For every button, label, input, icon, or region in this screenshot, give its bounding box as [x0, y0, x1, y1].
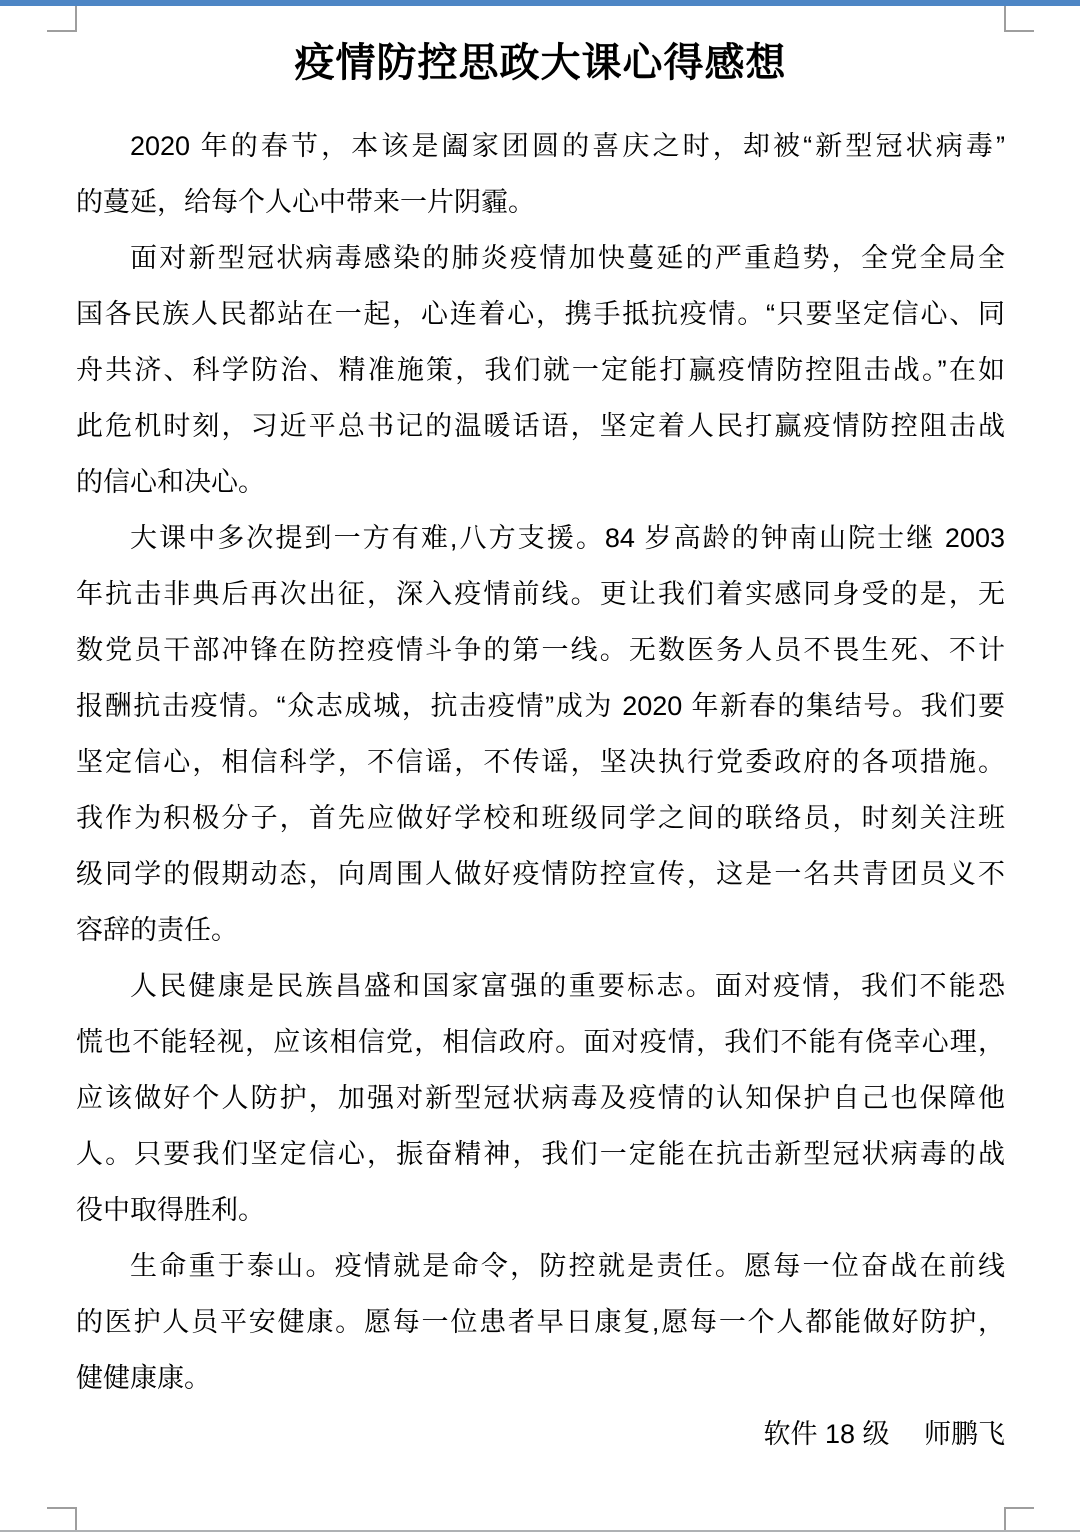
paragraph-line: 的信心和决心。: [76, 467, 265, 497]
signature-line: 软件 18 级 师鹏飞: [763, 1419, 1005, 1449]
paragraph-line: 人民健康是民族昌盛和国家富强的重要标志。面对疫情，我们不能恐: [130, 971, 1005, 1001]
paragraph-line: 此危机时刻，习近平总书记的温暖话语，坚定着人民打赢疫情防控阻击战: [76, 411, 1005, 441]
paragraph-line: 报酬抗击疫情。“众志成城，抗击疫情”成为 2020 年新春的集结号。我们要: [76, 691, 1005, 721]
paragraph-line: 舟共济、科学防治、精准施策，我们就一定能打赢疫情防控阻击战。”在如: [76, 355, 1005, 385]
paragraph-line: 容辞的责任。: [76, 915, 238, 945]
paragraph-line: 面对新型冠状病毒感染的肺炎疫情加快蔓延的严重趋势，全党全局全: [130, 243, 1005, 273]
paragraph-line: 应该做好个人防护，加强对新型冠状病毒及疫情的认知保护自己也保障他: [76, 1083, 1005, 1113]
paragraph-line: 健健康康。: [76, 1363, 211, 1393]
paragraph-line: 人。只要我们坚定信心，振奋精神，我们一定能在抗击新型冠状病毒的战: [76, 1139, 1005, 1169]
paragraph-line: 2020 年的春节，本该是阖家团圆的喜庆之时，却被“新型冠状病毒”: [130, 131, 1005, 161]
paragraph-line: 数党员干部冲锋在防控疫情斗争的第一线。无数医务人员不畏生死、不计: [76, 635, 1005, 665]
document-page[interactable]: [76, 0, 1005, 1462]
paragraph-line: 年抗击非典后再次出征，深入疫情前线。更让我们着实感同身受的是，无: [76, 579, 1005, 609]
paragraph-line: 的医护人员平安健康。愿每一位患者早日康复,愿每一个人都能做好防护，: [76, 1307, 1005, 1337]
paragraph-line: 慌也不能轻视，应该相信党，相信政府。面对疫情，我们不能有侥幸心理，: [76, 1027, 1005, 1057]
document-title: 疫情防控思政大课心得感想: [294, 41, 787, 85]
crop-mark-bottom-right: [1004, 1507, 1034, 1530]
crop-mark-top-right: [1004, 6, 1034, 32]
paragraph-line: 坚定信心，相信科学，不信谣，不传谣，坚决执行党委政府的各项措施。: [76, 747, 1005, 777]
paragraph-line: 我作为积极分子，首先应做好学校和班级同学之间的联络员，时刻关注班: [76, 803, 1005, 833]
paragraph-line: 的蔓延，给每个人心中带来一片阴霾。: [76, 187, 535, 217]
document-body[interactable]: [76, 118, 1005, 1406]
paragraph-line: 役中取得胜利。: [76, 1195, 265, 1225]
crop-mark-top-left: [47, 6, 77, 32]
paragraph-line: 生命重于泰山。疫情就是命令，防控就是责任。愿每一位奋战在前线: [130, 1251, 1005, 1281]
paragraph-line: 级同学的假期动态，向周围人做好疫情防控宣传，这是一名共青团员义不: [76, 859, 1005, 889]
paragraph-line: 国各民族人民都站在一起，心连着心，携手抵抗疫情。“只要坚定信心、同: [76, 299, 1005, 329]
paragraph-line: 大课中多次提到一方有难,八方支援。84 岁高龄的钟南山院士继 2003: [130, 523, 1005, 553]
crop-mark-bottom-left: [47, 1507, 77, 1530]
